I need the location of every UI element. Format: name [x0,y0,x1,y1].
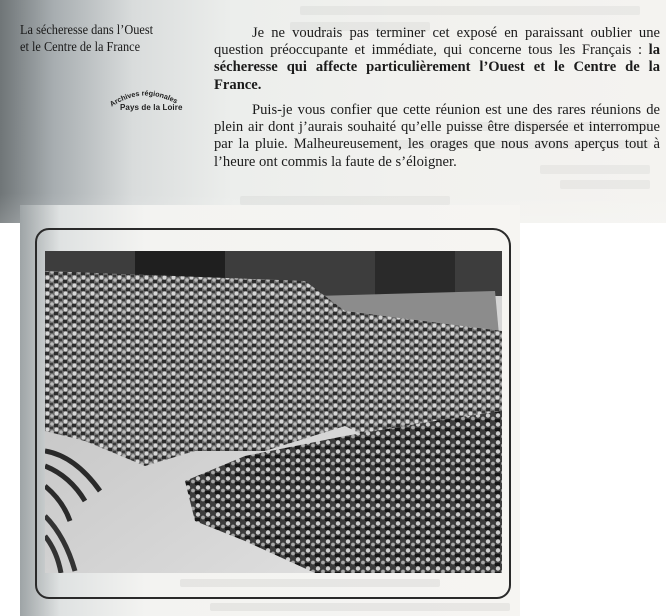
paragraph-2 [214,102,660,171]
archives-stamp [104,86,184,118]
paragraph-1-bold: la sécheresse qui affecte particulièrement l’Ouest et le Centre de la France. [214,42,660,93]
crowd-photo [45,251,502,573]
paragraph-1 [214,25,660,94]
bleed-through-text [300,6,640,15]
top-page-scan [0,0,666,223]
paragraph-1-lead: Je ne voudrais pas terminer cet exposé en paraissant oublier une question préoccupante et immédiate, qui concerne tous les Français : [214,25,660,59]
crowd-photo-image [45,251,502,573]
margin-heading-line2: et le Centre de la France [20,40,141,55]
stamp-line2: Pays de la Loire [120,103,183,112]
bleed-through-text [560,180,650,189]
paragraph-2-text: Puis-je vous confier que cette réunion est une des rares réunions de plein air dont j’aurais souhaité qu’elle puisse être dispersée et interrompue par la pluie. Malheureusement, les orages que nous avons aperçus tout à l’heure ont commis la faute de s’éloigner. [214,102,660,170]
bleed-through-text [210,603,510,611]
margin-heading-line1: La sécheresse dans l’Ouest [20,23,154,38]
bleed-through-text [240,196,450,205]
svg-text:Archives régionales: Archives régionales [107,88,180,109]
margin-heading [20,22,174,56]
